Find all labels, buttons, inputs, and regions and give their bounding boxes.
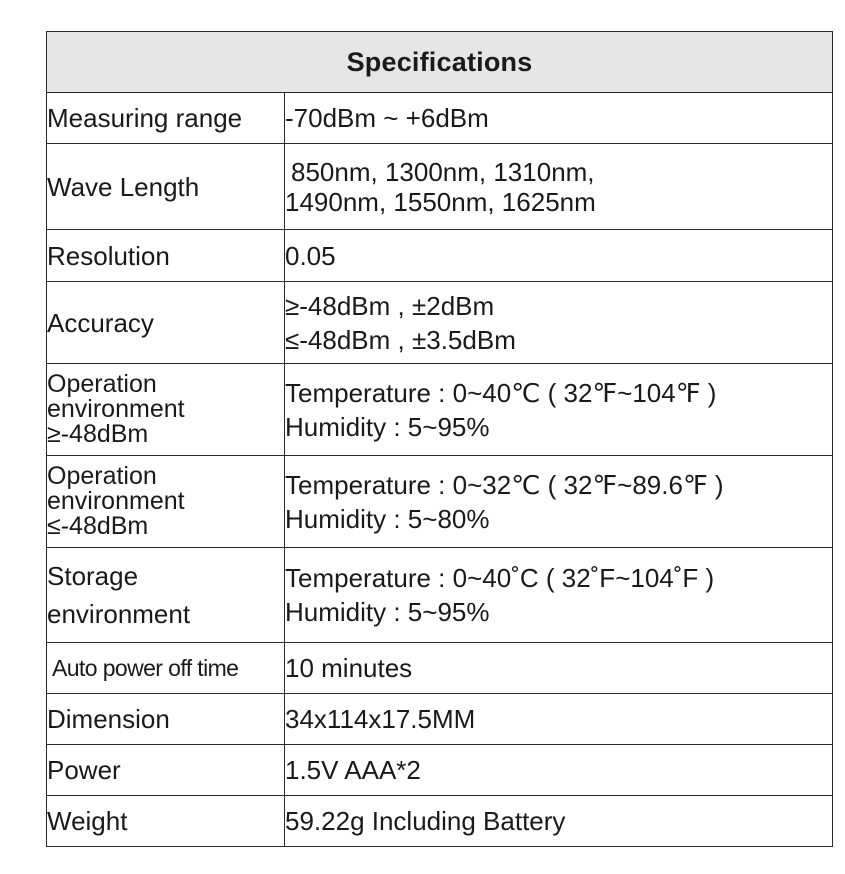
spec-label — [47, 282, 285, 364]
spec-label-text: ≤-48dBm — [47, 512, 149, 540]
spec-label — [47, 694, 285, 745]
spec-value — [285, 745, 833, 796]
spec-row-power — [47, 745, 833, 796]
spec-value-text: 10 minutes — [285, 653, 413, 683]
spec-label-text: Auto power off time — [52, 655, 239, 681]
spec-row-wave-length — [47, 144, 833, 230]
spec-label — [47, 456, 285, 548]
spec-label — [47, 796, 285, 847]
spec-label-text: Accuracy — [47, 307, 154, 338]
spec-value-text: ≤-48dBm , ±3.5dBm — [285, 324, 516, 355]
spec-label-text: environment — [47, 599, 191, 629]
spec-value-text: Temperature : 0~40˚C ( 32˚F~104˚F ) — [285, 563, 715, 593]
spec-label-text: ≥-48dBm — [47, 420, 149, 448]
spec-label-text: Storage — [47, 561, 139, 591]
spec-row-operation-environment-high — [47, 364, 833, 456]
spec-value-text: Temperature : 0~40℃ ( 32℉~104℉ ) — [285, 377, 717, 408]
spec-value-text: 850nm, 1300nm, 1310nm, — [291, 156, 595, 187]
spec-label-text: Power — [47, 755, 121, 785]
spec-value-text: Humidity : 5~95% — [285, 411, 490, 442]
spec-row-measuring-range — [47, 93, 833, 144]
spec-value — [285, 643, 833, 694]
spec-value-text: Humidity : 5~95% — [285, 597, 490, 627]
spec-value — [285, 364, 833, 456]
spec-label-text: Dimension — [47, 704, 170, 734]
spec-label — [47, 230, 285, 282]
spec-label — [47, 548, 285, 643]
spec-row-dimension — [47, 694, 833, 745]
table-title: Specifications — [47, 32, 833, 93]
spec-label-text: Resolution — [47, 240, 170, 271]
spec-value-text: Humidity : 5~80% — [285, 503, 490, 534]
spec-label — [47, 364, 285, 456]
spec-row-accuracy — [47, 282, 833, 364]
spec-row-storage-environment — [47, 548, 833, 643]
spec-value — [285, 796, 833, 847]
specifications-table — [46, 31, 833, 847]
spec-label — [47, 643, 285, 694]
spec-value-text: -70dBm ~ +6dBm — [285, 103, 489, 133]
table-header-row — [47, 32, 833, 93]
spec-label — [47, 144, 285, 230]
spec-label-text: environment — [47, 487, 185, 515]
spec-value-text: 0.05 — [285, 240, 336, 271]
spec-label-text: Operation — [47, 462, 157, 490]
spec-label-text: Weight — [47, 806, 128, 836]
spec-value — [285, 144, 833, 230]
spec-label-text: environment — [47, 395, 185, 423]
spec-value-text: 59.22g Including Battery — [285, 806, 566, 836]
spec-row-resolution — [47, 230, 833, 282]
spec-value-text: 34x114x17.5MM — [285, 704, 476, 734]
spec-value — [285, 282, 833, 364]
spec-label-text: Measuring range — [47, 103, 243, 133]
spec-value — [285, 548, 833, 643]
spec-label — [47, 93, 285, 144]
spec-value-text: Temperature : 0~32℃ ( 32℉~89.6℉ ) — [285, 469, 724, 500]
spec-row-auto-power-off — [47, 643, 833, 694]
spec-row-operation-environment-low — [47, 456, 833, 548]
spec-value-text: ≥-48dBm , ±2dBm — [285, 290, 495, 321]
spec-label-text: Operation — [47, 370, 157, 398]
spec-value-text: 1490nm, 1550nm, 1625nm — [285, 186, 596, 217]
spec-label — [47, 745, 285, 796]
spec-value — [285, 694, 833, 745]
spec-row-weight — [47, 796, 833, 847]
spec-value-text: 1.5V AAA*2 — [285, 755, 421, 785]
spec-value — [285, 93, 833, 144]
spec-label-text: Wave Length — [47, 171, 200, 202]
spec-value — [285, 230, 833, 282]
spec-value — [285, 456, 833, 548]
